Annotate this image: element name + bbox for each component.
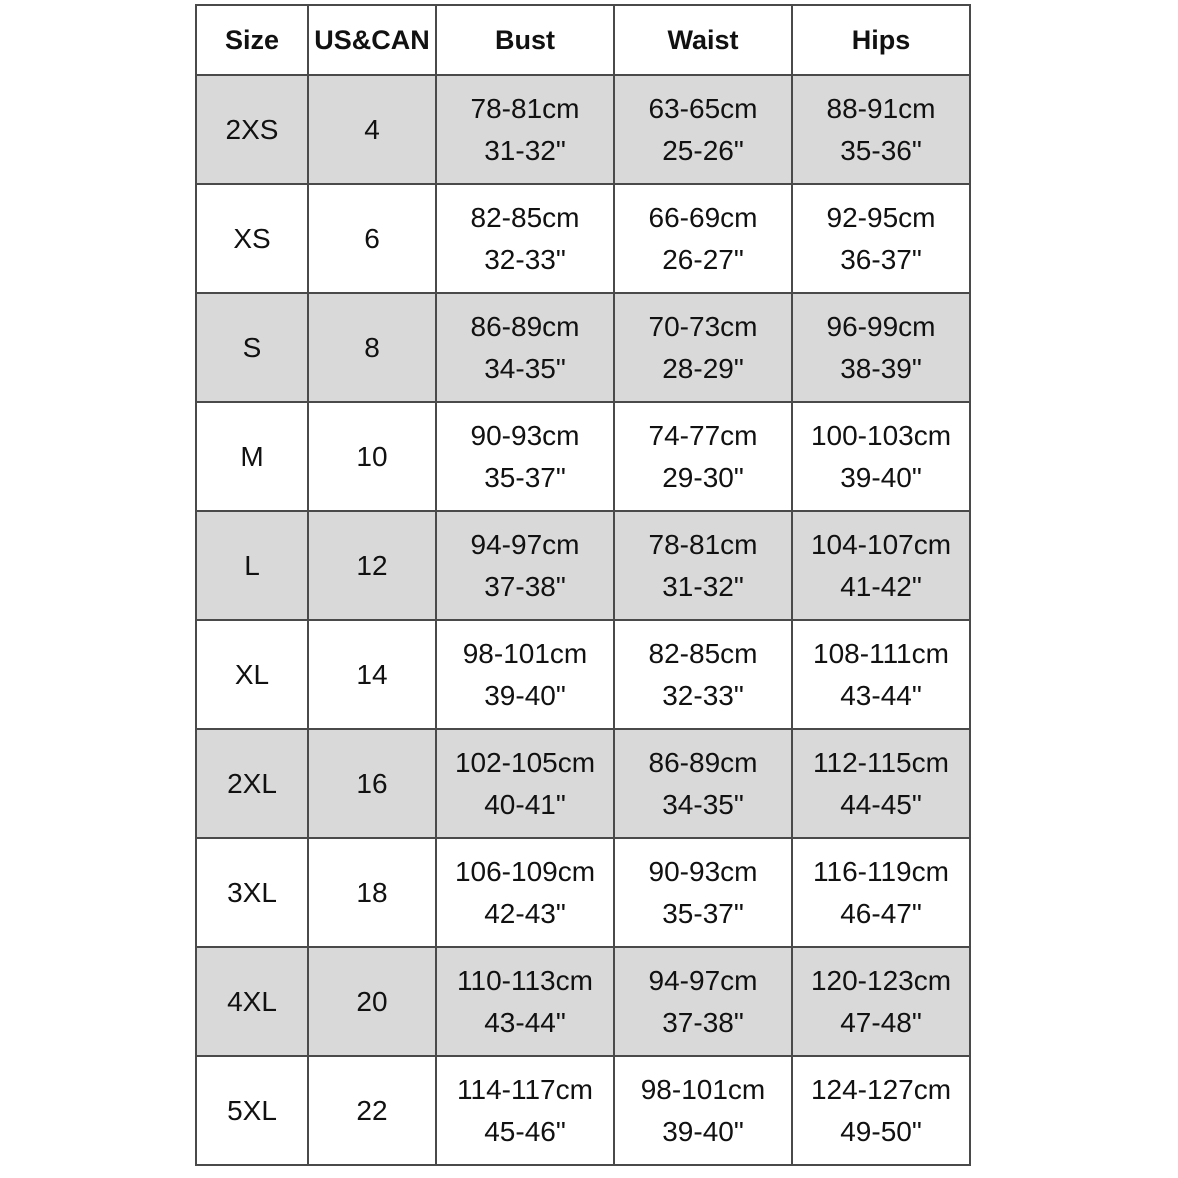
hips-inch: 38-39" — [840, 352, 922, 384]
hips-cm: 124-127cm — [810, 1073, 952, 1105]
hips-cell — [792, 1056, 970, 1165]
waist-cell — [614, 838, 792, 947]
waist-cell — [614, 620, 792, 729]
hips-cell — [792, 184, 970, 293]
bust-inch: 37-38" — [484, 570, 566, 602]
size-cell: 2XL — [196, 729, 308, 838]
hips-inch: 41-42" — [840, 570, 922, 602]
bust-cell — [436, 184, 614, 293]
size-cell: L — [196, 511, 308, 620]
waist-cm: 94-97cm — [648, 964, 758, 996]
hips-inch: 47-48" — [840, 1006, 922, 1038]
table-row — [196, 75, 970, 184]
hips-inch: 39-40" — [840, 461, 922, 493]
us-can-cell: 10 — [308, 402, 436, 511]
hips-cm: 108-111cm — [813, 637, 949, 669]
waist-inch: 32-33" — [662, 679, 744, 711]
hips-cell — [792, 838, 970, 947]
bust-inch: 31-32" — [484, 134, 566, 166]
waist-inch: 25-26" — [662, 134, 744, 166]
size-rows — [196, 75, 970, 1165]
us-can-cell: 6 — [308, 184, 436, 293]
waist-cm: 74-77cm — [648, 419, 758, 451]
hips-cm: 88-91cm — [826, 92, 936, 124]
bust-cm: 94-97cm — [470, 528, 580, 560]
bust-cell — [436, 75, 614, 184]
size-cell: XL — [196, 620, 308, 729]
bust-inch: 32-33" — [484, 243, 566, 275]
hips-inch: 36-37" — [840, 243, 922, 275]
bust-inch: 45-46" — [484, 1115, 566, 1147]
waist-inch: 28-29" — [662, 352, 744, 384]
bust-cm: 78-81cm — [470, 92, 580, 124]
table-row — [196, 1056, 970, 1165]
bust-cm: 106-109cm — [454, 855, 596, 887]
table-row — [196, 729, 970, 838]
bust-cm: 114-117cm — [457, 1073, 593, 1105]
bust-cell — [436, 402, 614, 511]
bust-cell — [436, 947, 614, 1056]
hips-inch: 43-44" — [840, 679, 922, 711]
waist-cm: 63-65cm — [648, 92, 758, 124]
us-can-cell: 18 — [308, 838, 436, 947]
hips-cell — [792, 402, 970, 511]
hips-inch: 46-47" — [840, 897, 922, 929]
hips-cell — [792, 293, 970, 402]
size-cell: 2XS — [196, 75, 308, 184]
hips-cell — [792, 511, 970, 620]
bust-inch: 43-44" — [484, 1006, 566, 1038]
waist-cm: 86-89cm — [648, 746, 758, 778]
size-cell: M — [196, 402, 308, 511]
table-row — [196, 184, 970, 293]
size-cell: 3XL — [196, 838, 308, 947]
bust-inch: 42-43" — [484, 897, 566, 929]
waist-cell — [614, 511, 792, 620]
hips-cm: 120-123cm — [810, 964, 952, 996]
header-bust: Bust — [436, 5, 614, 75]
us-can-cell: 8 — [308, 293, 436, 402]
hips-inch: 35-36" — [840, 134, 922, 166]
waist-inch: 26-27" — [662, 243, 744, 275]
us-can-cell: 20 — [308, 947, 436, 1056]
header-hips: Hips — [792, 5, 970, 75]
bust-cell — [436, 293, 614, 402]
waist-inch: 39-40" — [662, 1115, 744, 1147]
bust-inch: 40-41" — [484, 788, 566, 820]
waist-cm: 70-73cm — [648, 310, 758, 342]
bust-cm: 110-113cm — [457, 964, 593, 996]
bust-cm: 86-89cm — [470, 310, 580, 342]
bust-cell — [436, 511, 614, 620]
bust-cm: 102-105cm — [454, 746, 596, 778]
waist-inch: 31-32" — [662, 570, 744, 602]
bust-cell — [436, 620, 614, 729]
hips-cm: 96-99cm — [826, 310, 936, 342]
bust-cm: 98-101cm — [462, 637, 588, 669]
us-can-cell: 16 — [308, 729, 436, 838]
us-can-cell: 12 — [308, 511, 436, 620]
header-us-can: US&CAN — [308, 5, 436, 75]
hips-cell — [792, 729, 970, 838]
hips-cm: 104-107cm — [810, 528, 952, 560]
waist-cell — [614, 947, 792, 1056]
table-row — [196, 620, 970, 729]
waist-inch: 34-35" — [662, 788, 744, 820]
bust-cell — [436, 838, 614, 947]
bust-inch: 39-40" — [484, 679, 566, 711]
bust-cm: 90-93cm — [470, 419, 580, 451]
waist-cm: 82-85cm — [648, 637, 758, 669]
hips-inch: 44-45" — [840, 788, 922, 820]
waist-cell — [614, 1056, 792, 1165]
waist-cell — [614, 293, 792, 402]
hips-inch: 49-50" — [840, 1115, 922, 1147]
size-cell: 5XL — [196, 1056, 308, 1165]
hips-cell — [792, 620, 970, 729]
bust-inch: 34-35" — [484, 352, 566, 384]
hips-cm: 92-95cm — [826, 201, 936, 233]
size-cell: XS — [196, 184, 308, 293]
waist-cm: 90-93cm — [648, 855, 758, 887]
waist-inch: 37-38" — [662, 1006, 744, 1038]
hips-cell — [792, 75, 970, 184]
bust-inch: 35-37" — [484, 461, 566, 493]
hips-cell — [792, 947, 970, 1056]
table-row — [196, 838, 970, 947]
waist-inch: 35-37" — [662, 897, 744, 929]
hips-cm: 116-119cm — [813, 855, 949, 887]
table-row — [196, 947, 970, 1056]
header-waist: Waist — [614, 5, 792, 75]
table-row — [196, 293, 970, 402]
waist-cell — [614, 729, 792, 838]
header-row — [196, 5, 970, 75]
hips-cm: 112-115cm — [813, 746, 949, 778]
size-cell: S — [196, 293, 308, 402]
waist-inch: 29-30" — [662, 461, 744, 493]
header-size: Size — [196, 5, 308, 75]
size-cell: 4XL — [196, 947, 308, 1056]
bust-cell — [436, 1056, 614, 1165]
table-row — [196, 402, 970, 511]
waist-cell — [614, 75, 792, 184]
table-row — [196, 511, 970, 620]
us-can-cell: 4 — [308, 75, 436, 184]
waist-cm: 66-69cm — [648, 201, 758, 233]
bust-cm: 82-85cm — [470, 201, 580, 233]
waist-cell — [614, 184, 792, 293]
us-can-cell: 22 — [308, 1056, 436, 1165]
hips-cm: 100-103cm — [810, 419, 952, 451]
us-can-cell: 14 — [308, 620, 436, 729]
waist-cell — [614, 402, 792, 511]
bust-cell — [436, 729, 614, 838]
waist-cm: 78-81cm — [648, 528, 758, 560]
waist-cm: 98-101cm — [640, 1073, 766, 1105]
size-chart-table — [195, 4, 971, 1166]
